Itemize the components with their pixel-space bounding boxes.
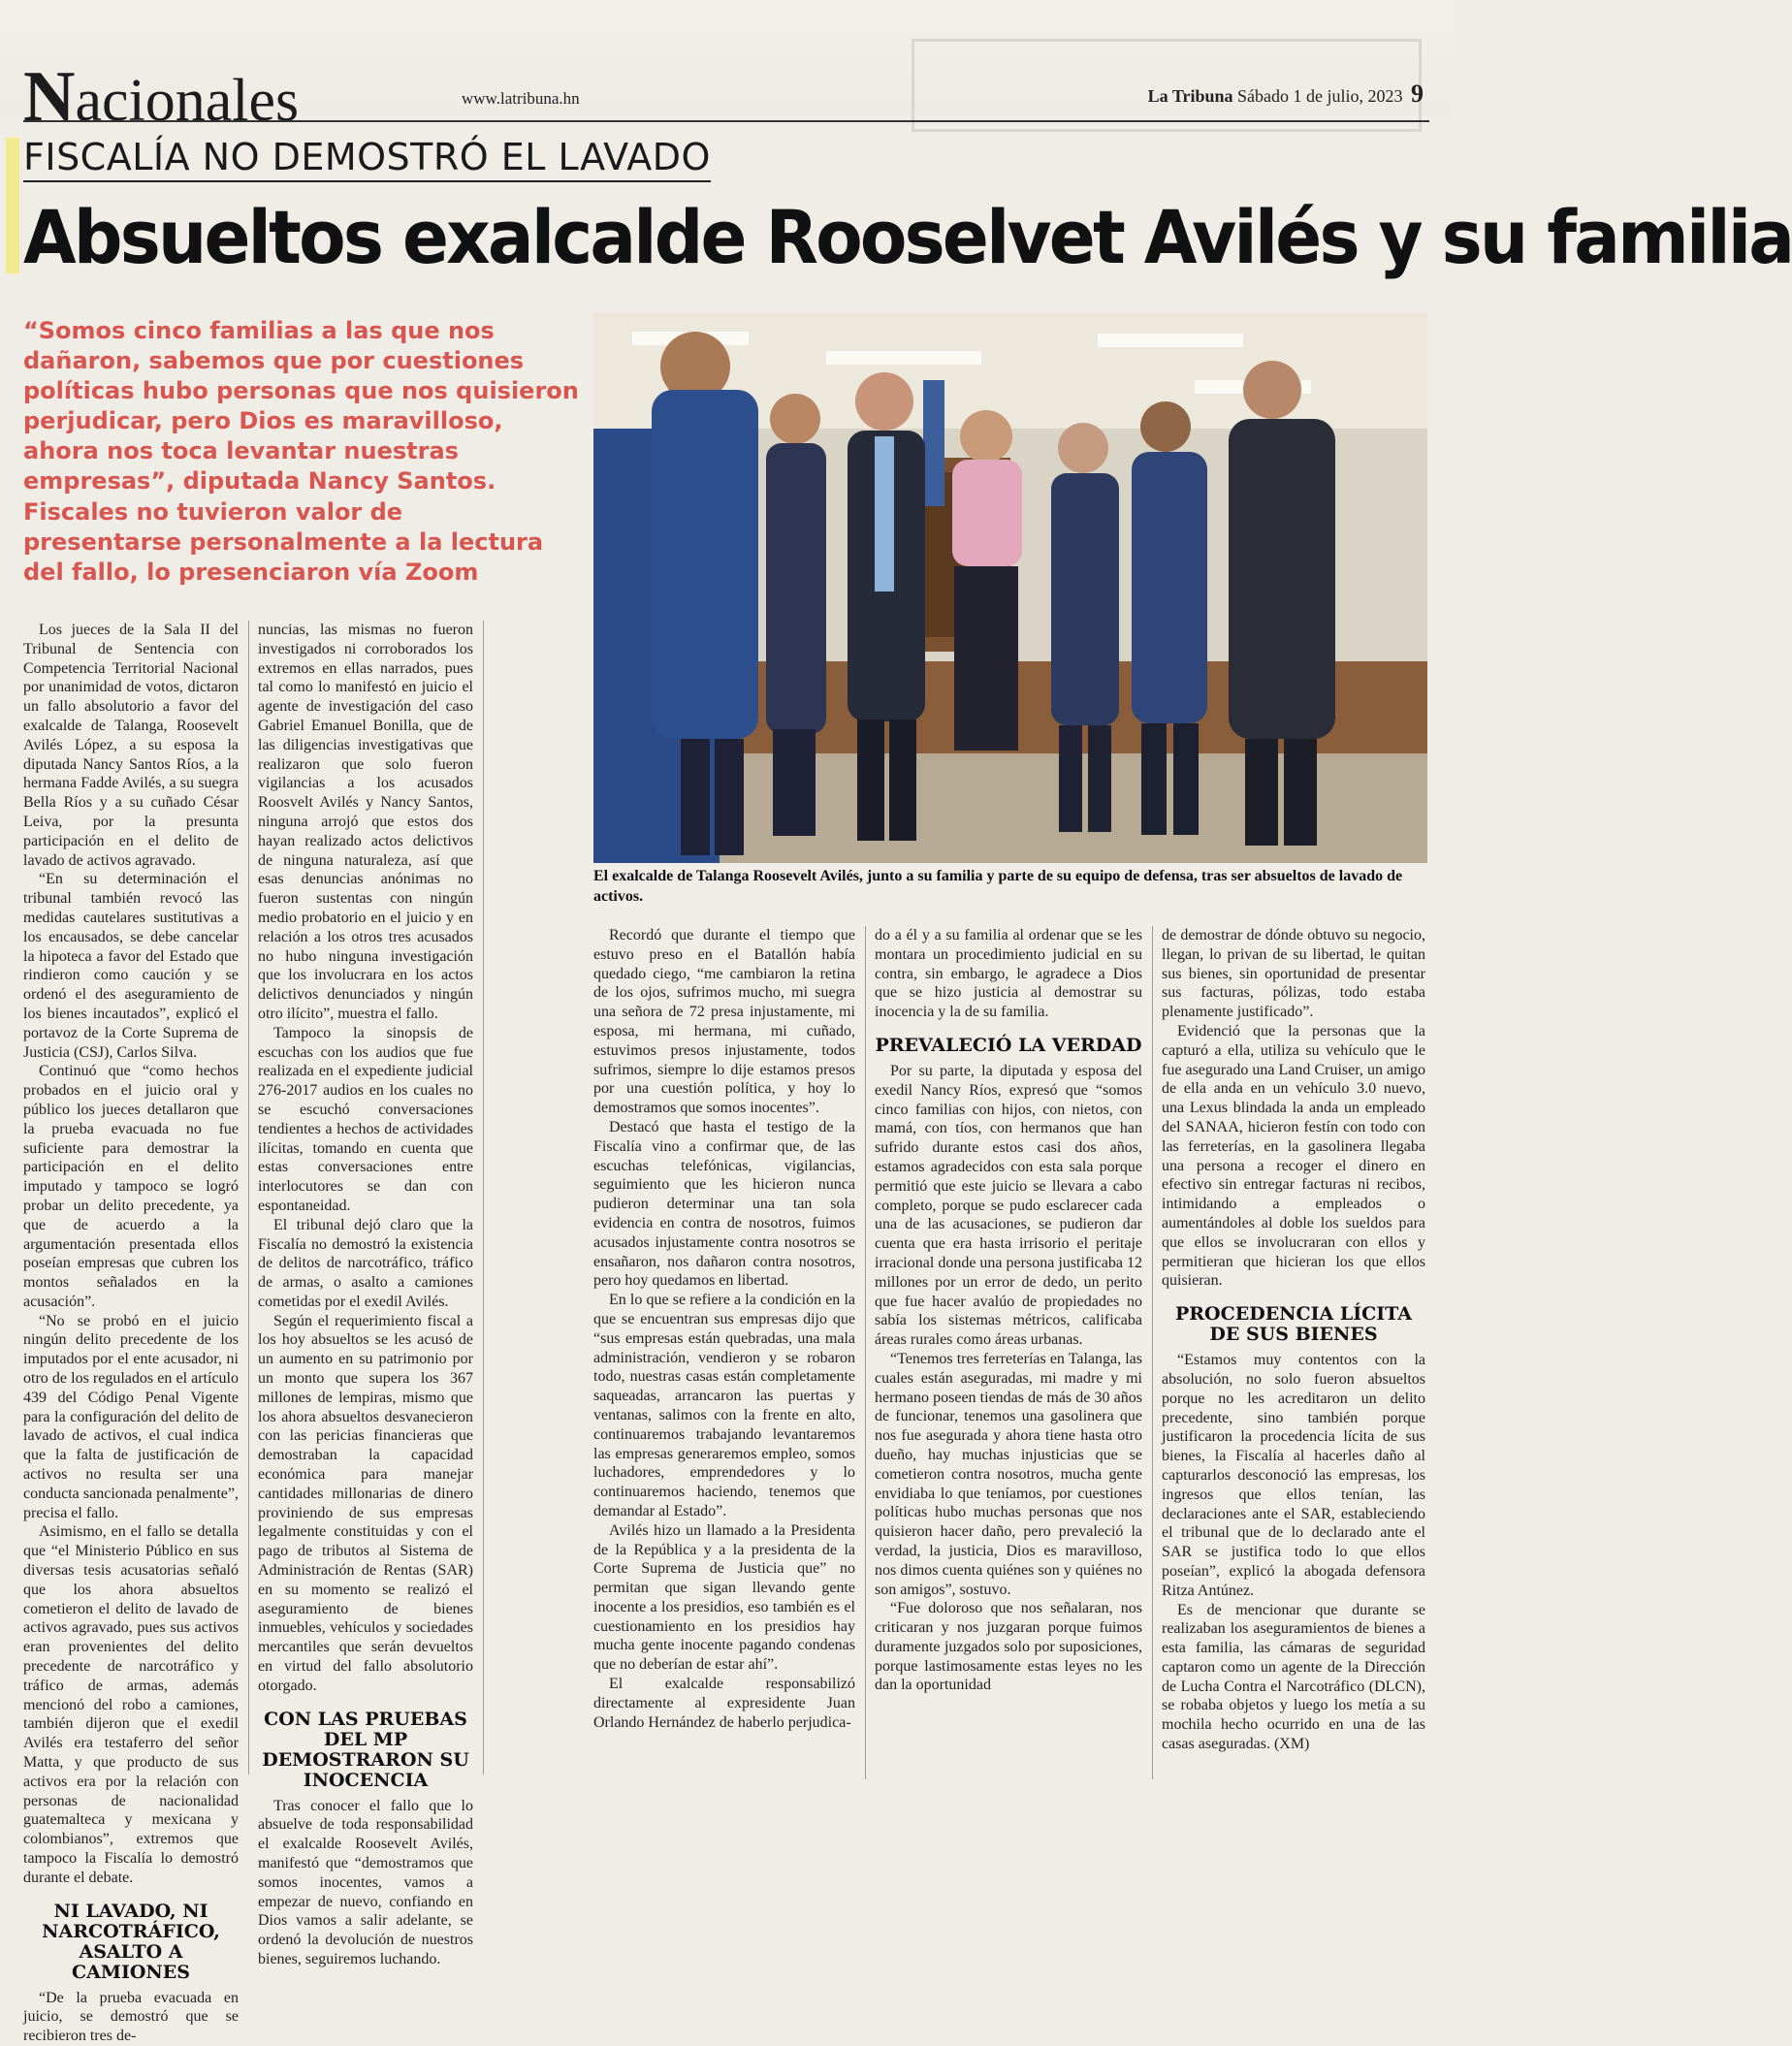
- article-subhead: Fiscales no tuvieron valor de presentarse personalmente a la lectura del fallo, lo presenciaron vía Zoom: [23, 498, 544, 586]
- paragraph: “Estamos muy contentos con la absolución, no solo fueron absueltos porque no les acreditaron un delito precedente, sino también porque justificaron la procedencia lícita de sus bienes, la Fiscalía al hacerles daño al capturarlos desconoció las empresas, los ingresos que ellos tenían, las declaraciones ante el SAR, estableciendo el tribunal que de lo declarado ante el SAR se justifica todo lo que ellos poseían”, explicó la abogada defensora Ritza Antúnez.: [1162, 1352, 1425, 1599]
- folio: [1148, 80, 1424, 109]
- paragraph: Por su parte, la diputada y esposa del exedil Nancy Ríos, expresó que “somos cinco familias con hijos, con nietos, con mamá, con tíos, con hermanos que han sufrido durante estos casi dos años, estamos agradecidos con esta sala porque permitió que este juicio se llevara a cabo completo, porque se pudo esclarecer cada una de las acusaciones, se pudieron dar cuenta que era hasta irrisorio el peritaje irracional donde una persona justificaba 12 millones por un error de dedo, un perito que fue hacer avalúo de propiedades no sabía los sistemas métricos, calificaba áreas rurales como áreas urbanas.: [875, 1062, 1142, 1349]
- article-kicker: FISCALÍA NO DEMOSTRÓ EL LAVADO: [23, 136, 711, 182]
- paragraph: de demostrar de dónde obtuvo su negocio, llegan, lo privan de su libertad, le quitan sus bienes, sin oportunidad de presentar sus facturas, pólizas, todo estaba plenamente justificado”.: [1162, 927, 1425, 1021]
- column-4: [875, 926, 1142, 1695]
- column-divider: [248, 621, 249, 1774]
- column-5: [1162, 926, 1425, 1754]
- paragraph: Avilés hizo un llamado a la Presidenta de la República y a la presidenta de la Corte Suprema de Justicia que” no permitan que sigan llevando gente inocente a los presidios, eso también es el cuestionamiento en los presidios hay mucha gente inocente pagando condenas que no deberían de estar ahí”.: [593, 1521, 855, 1674]
- issue-date: Sábado 1 de julio, 2023: [1237, 86, 1403, 106]
- subheading: NI LAVADO, NI NARCOTRÁFICO, ASALTO A CAMIONES: [42, 1900, 220, 1983]
- pull-quote: “Somos cinco familias a las que nos dañaron, sabemos que por cuestiones políticas hubo personas que nos quisieron perjudicar, pero Dios es maravilloso, ahora nos toca levantar nuestras empresas”, diputada Nancy Santos.: [23, 317, 579, 495]
- column-divider: [865, 926, 866, 1779]
- article-photo: [593, 312, 1427, 863]
- paragraph: do a él y a su familia al ordenar que se les montara un procedimiento judicial en su contra, sin embargo, le agradece a Dios que se hizo justicia al demostrar su inocencia y la de su familia.: [875, 927, 1142, 1021]
- subheading: CON LAS PRUEBAS DEL MP DEMOSTRARON SU INOCENCIA: [262, 1708, 469, 1791]
- photo-caption: El exalcalde de Talanga Roosevelt Avilés, junto a su familia y parte de su equipo de defensa, tras ser absueltos de lavado de activos.: [593, 868, 1403, 905]
- column-divider: [483, 621, 484, 1774]
- column-3: [593, 926, 855, 1732]
- paragraph: El tribunal dejó claro que la Fiscalía no demostró la existencia de delitos de narcotráfico, tráfico de armas, o asalto a camiones cometidas por el exedil Avilés.: [258, 1216, 473, 1310]
- subheading: PREVALECIÓ LA VERDAD: [875, 1034, 1142, 1056]
- paragraph: Asimismo, en el fallo se detalla que “el Ministerio Público en sus diversas tesis acusatorias señaló que los ahora absueltos cometieron el delito de lavado de activos agravado, pues sus activos eran provenientes del delito precedente de narcotráfico y tráfico de armas, además mencionó del robo a camiones, también dijeron que el exedil Avilés era testaferro del señor Matta, y que producto de sus activos era por la relación con personas de nacionalidad guatemalteca y mexicana y colombianos”, extremos que tampoco la Fiscalía lo demostró durante el debate.: [23, 1523, 239, 1886]
- paragraph: El exalcalde responsabilizó directamente al expresidente Juan Orlando Hernández de haberlo perjudica-: [593, 1676, 855, 1731]
- paragraph: nuncias, las mismas no fueron investigados ni corroborados los extremos en ellas narrados, pues tal como lo manifestó en juicio el agente de investigación del caso Gabriel Emanuel Bonilla, que de las diligencias investigativas que realizaron que solo fueron vigilancias a los acusados Roosvelt Avilés y Nancy Santos, ninguna arrojó que estos dos hayan realizado actos delictivos de ninguna naturaleza, así que esas denuncias anónimas no fueron sustentas con ningún medio probatorio en el juicio y en relación a los otros tres acusados no hubo ninguna investigación que los involucrara en los actos delictivos denunciados y ningún otro ilícito”, muestra el fallo.: [258, 622, 473, 1022]
- subheading: PROCEDENCIA LÍCITA DE SUS BIENES: [1174, 1303, 1413, 1346]
- highlighter-mark: [6, 138, 19, 273]
- site-url: www.latribuna.hn: [462, 89, 580, 108]
- column-2: [258, 621, 473, 1969]
- paragraph: “Fue doloroso que nos señalaran, nos criticaran y nos juzgaran porque fuimos duramente juzgados solo por suposiciones, porque lastimosamente estas leyes no les dan la oportunidad: [875, 1600, 1142, 1694]
- section-title: Nacionales: [23, 57, 300, 137]
- paragraph: En lo que se refiere a la condición en la que se encuentran sus empresas dijo que “sus empresas están quebradas, una mala administración, vendieron y se robaron todo, nuestras casas están completamente saqueadas, arrancaron las puertas y ventanas, salimos con la frente en alto, continuaremos trabajando levantaremos las empresas generaremos empleo, somos luchadores, emprendedores y lo continuaremos haciendo, tenemos que demandar al Estado”.: [593, 1292, 855, 1519]
- paragraph: “Tenemos tres ferreterías en Talanga, las cuales están aseguradas, mi madre y mi hermano poseen tiendas de más de 30 años de funcionar, tenemos una gasolinera que nos fue asegurada y ahora tiene hasta otro dueño, hay muchas injusticias que se cometieron contra nosotros, mucha gente envidiaba lo que teníamos, por cuestiones políticas hubo muchas personas que nos quisieron hacer daño, pero prevaleció la verdad, la justicia, Dios es maravilloso, nos dimos cuenta quiénes son y quiénes no son amigos”, sostuvo.: [875, 1350, 1142, 1598]
- column-1: [23, 621, 239, 2046]
- paragraph: Continuó que “como hechos probados en el juicio oral y público los jueces detallaron que la prueba evacuada no fue suficiente para demostrar la participación en el delito imputado y tampoco se logró probar un delito precedente, ya que de acuerdo a la argumentación presentada ellos poseían empresas que cubren los montos señalados en la acusación”.: [23, 1063, 239, 1310]
- header-rule: [23, 120, 1429, 122]
- paragraph: Recordó que durante el tiempo que estuvo preso en el Batallón había quedado ciego, “me cambiaron la retina de los ojos, sufrimos mucho, mi suegra una señora de 72 presa injustamente, mi esposa, mi hermana, mi cuñado, estuvimos presos injustamente, todos sufrimos, siempre lo dije estamos presos por una cuestión política, y hoy lo demostramos que somos inocentes”.: [593, 927, 855, 1117]
- paragraph: Los jueces de la Sala II del Tribunal de Sentencia con Competencia Territorial Nacional por unanimidad de votos, dictaron un fallo absolutorio a favor del exalcalde de Talanga, Roosevelt Avilés López, a su esposa la diputada Nancy Santos Ríos, a la hermana Fadde Avilés, a su suegra Bella Ríos y a su cuñado César Leiva, por la presunta participación en el delito de lavado de activos agravado.: [23, 622, 239, 869]
- paragraph: Según el requerimiento fiscal a los hoy absueltos se les acusó de un aumento en su patrimonio por un monto que supera los 367 millones de lempiras, mismo que los ahora absueltos desvanecieron con las pericias financieras que demostraban la capacidad económica para manejar cantidades millonarias de dinero proviniendo de sus empresas legalmente constituidas y con el pago de tributos al Sistema de Administración de Rentas (SAR) en su momento se realizó el aseguramiento de bienes inmuebles, vehículos y sociedades mercantiles que serán devueltos en virtud del fallo absolutorio otorgado.: [258, 1312, 473, 1694]
- column-divider: [1152, 926, 1153, 1779]
- page-number: 9: [1411, 80, 1424, 108]
- paragraph: Destacó que hasta el testigo de la Fiscalía vino a confirmar que, de las escuchas telefónicas, vigilancias, seguimiento que les hicieron nunca pudieron determinar una tan sola evidencia en contra de nosotros, fuimos acusados injustamente contra nosotros se ensañaron, nos dañaron contra nosotros, pero hoy quedamos en libertad.: [593, 1118, 855, 1290]
- paragraph: “De la prueba evacuada en juicio, se demostró que se recibieron tres de-: [23, 1989, 239, 2045]
- article-headline: Absueltos exalcalde Rooselvet Avilés y su familia: [23, 194, 1792, 280]
- paragraph: Es de mencionar que durante se realizaban los aseguramientos de bienes a esta familia, las cámaras de seguridad captaron como un agente de la Dirección de Lucha Contra el Narcotráfico (DLCN), se robaba objetos y luego los metía a su mochila hecho ocurrido en una de las casas aseguradas. (XM): [1162, 1601, 1425, 1753]
- paragraph: “No se probó en el juicio ningún delito precedente de los imputados por el ente acusador, ni otro de los regulados en el artículo 439 del Código Penal Vigente para la configuración del delito de lavado de activos, el cual indica que la falta de justificación de activos no resulta ser una conducta sancionada penalmente”, precisa el fallo.: [23, 1312, 239, 1521]
- paragraph: Tampoco la sinopsis de escuchas con los audios que fue realizada en el expediente judicial 276-2017 audios en los cuales no se escuchó conversaciones tendientes a hechos de actividades ilícitas, tomando en cuenta que estas conversaciones entre interlocutores se dan con espontaneidad.: [258, 1024, 473, 1214]
- paper-name: La Tribuna: [1147, 86, 1233, 106]
- paragraph: Evidenció que la personas que la capturó a ella, utiliza su vehículo que le fue asegurado una Land Cruiser, un amigo de ella anda en un vehículo 3.0 nuevo, una Lexus blindada la anda un empleado del SANAA, hicieron festín con todo con las ferreterías, en la gasolinera llegaba una persona a recoger el dinero en efectivo sin entregar facturas ni recibos, intimidando a empleados o aumentándoles al doble los sueldos para que ellos se involucraran con ellos y permitieran que hicieran los que ellos quisieran.: [1162, 1022, 1425, 1290]
- paragraph: Tras conocer el fallo que lo absuelve de toda responsabilidad el exalcalde Roosevelt Avilés, manifestó que “demostramos que somos inocentes, vamos a empezar de nuevo, confiando en Dios vamos a salir adelante, se ordenó la devolución de nuestros bienes, seguiremos luchando.: [258, 1797, 473, 1967]
- paragraph: “En su determinación el tribunal también revocó las medidas cautelares sustitutivas a los encausados, se debe cancelar la hipoteca a favor del Estado que rindieron como caución y se ordenó el des aseguramiento de los bienes incautados”, explicó el portavoz de la Corte Suprema de Justicia (CSJ), Carlos Silva.: [23, 871, 239, 1061]
